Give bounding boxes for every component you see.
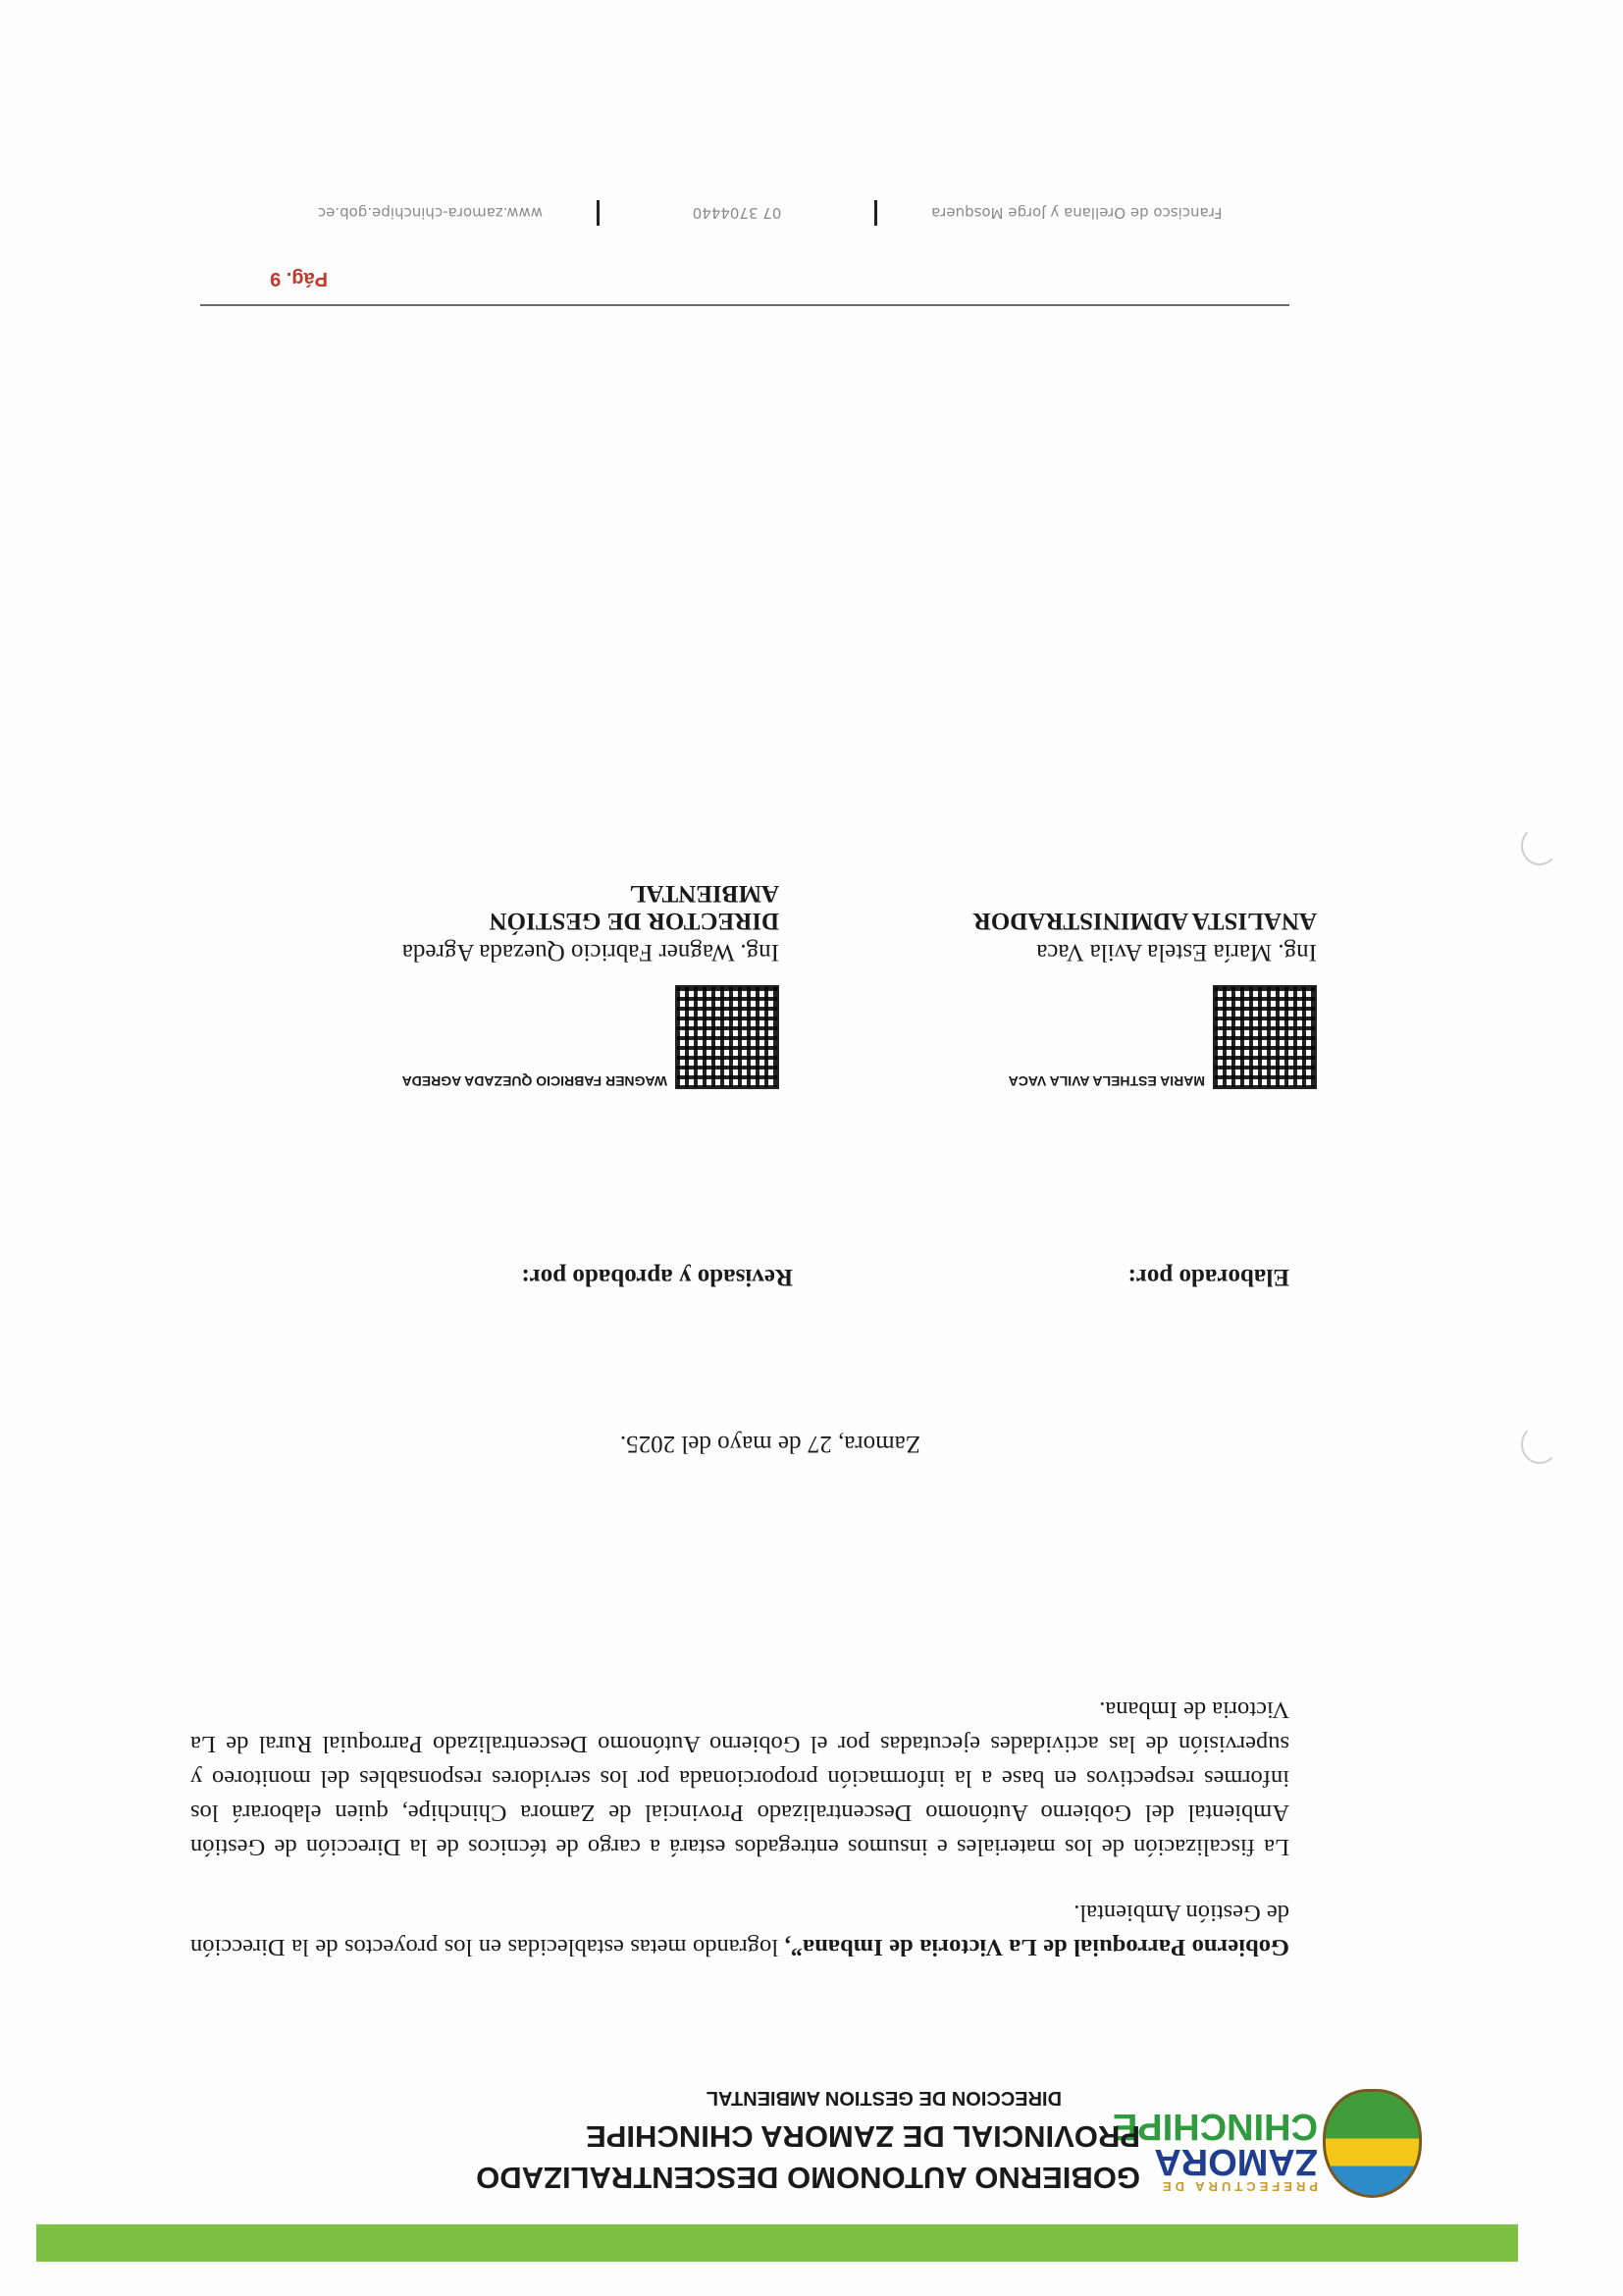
signer-name: Ing. María Estela Avila Vaca: [1036, 939, 1317, 965]
logo-line-2: CHINCHIPE: [1112, 2106, 1318, 2147]
paragraph-1: [190, 1896, 1289, 1964]
footer-rule: [200, 304, 1289, 306]
signature-block-prepared: [895, 907, 1317, 1089]
qr-signer-name: WAGNER FABRICIO QUEZADA AGREDA: [401, 1073, 667, 1089]
institution-line-2: PROVINCIAL DE ZAMORA CHINCHIPE: [586, 2119, 1140, 2154]
prefecture-shield-logo: [1323, 2089, 1422, 2198]
punch-hole-mark: [1521, 1425, 1558, 1464]
institution-name: [355, 2080, 1140, 2198]
qr-code-icon: [675, 985, 779, 1089]
department-name: DIRECCION DE GESTION AMBIENTAL: [706, 2087, 1062, 2109]
reviewed-by-label: Revisado y aprobado por:: [521, 1264, 793, 1290]
paragraph-2: La fiscalización de los materiales e insumos entregados estará a cargo de técnicos de la Dirección de Gestión Ambiental del Gobierno Autónomo Descentralizado Provincial de Zamora Chinchipe, quien elaborará los informes respectivos en base a la información proporcionada por los servidores responsables del monitoreo y supervisión de las actividades ejecutadas por el Gobierno Autónomo Descentralizado Parroquial Rural de La Victoria de Imbana.: [190, 1696, 1289, 1860]
electronic-signature: [357, 985, 779, 1089]
paragraph-1-rest: logrando metas establecidas en los proyectos de la Dirección de Gestión Ambiental.: [190, 1900, 1289, 1960]
footer-website: www.zamora-chinchipe.gob.ec: [317, 204, 543, 222]
footer-separator: [874, 200, 877, 226]
header-accent-bar: [36, 2224, 1518, 2262]
qr-signature-text: [911, 1073, 1205, 1089]
letterhead: [195, 2036, 1422, 2198]
prepared-by-label: Elaborado por:: [1127, 1264, 1289, 1290]
paragraph-1-bold: Gobierno Parroquial de La Victoria de Imbana”,: [784, 1934, 1289, 1960]
logo-small-text: PREFECTURA DE: [1158, 2179, 1318, 2194]
logo-wordmark: [1112, 2106, 1318, 2194]
qr-code-icon: [1213, 985, 1317, 1089]
footer-address: Francisco de Orellana y Jorge Mosquera: [931, 204, 1223, 222]
footer-separator: [597, 200, 600, 226]
institution-line-1: GOBIERNO AUTONOMO DESCENTRALIZADO: [476, 2161, 1140, 2195]
signature-block-reviewed: [357, 879, 779, 1089]
qr-signature-text: [373, 1073, 667, 1089]
signer-role: ANALISTA ADMINISTRADOR: [972, 908, 1317, 934]
body-text: [190, 1661, 1289, 1964]
signer-name: Ing. Wagner Fabricio Quezada Agreda: [401, 939, 779, 965]
qr-signer-name: MARIA ESTHELA AVILA VACA: [1008, 1073, 1205, 1089]
signer-role: DIRECTOR DE GESTIÓN AMBIENTAL: [489, 880, 779, 934]
electronic-signature: [895, 985, 1317, 1089]
page-number: Pág. 9: [270, 268, 328, 289]
footer-phone: 07 3704440: [692, 204, 782, 222]
logo-line-1: ZAMORA: [1154, 2141, 1318, 2182]
punch-hole-mark: [1521, 826, 1558, 865]
document-date: Zamora, 27 de mayo del 2025.: [619, 1431, 920, 1457]
page-footer: [156, 198, 1304, 228]
